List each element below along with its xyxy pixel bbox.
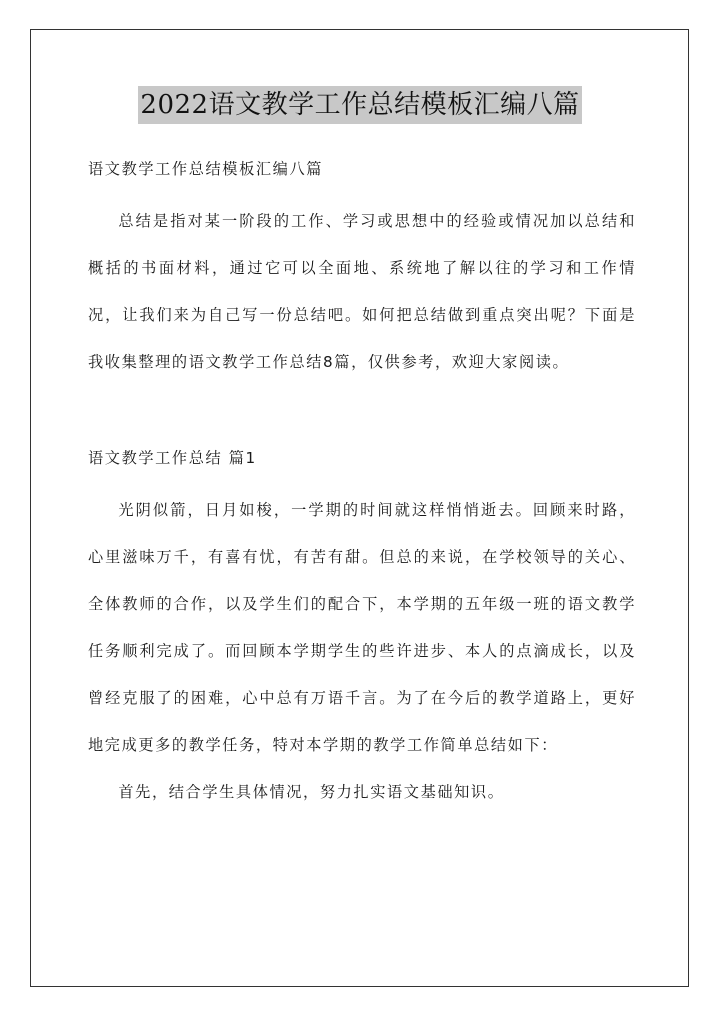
section-heading: 语文教学工作总结 篇1 [88, 449, 257, 467]
subtitle-heading: 语文教学工作总结模板汇编八篇 [88, 160, 324, 178]
document-body [88, 154, 636, 816]
document-title: 2022语文教学工作总结模板汇编八篇 [138, 86, 581, 124]
intro-paragraph: 总结是指对某一阶段的工作、学习或思想中的经验或情况加以总结和概括的书面材料，通过它可以全面地、系统地了解以往的学习和工作情况，让我们来为自己写一份总结吧。如何把总结做到重点突出呢？下面是我收集整理的语文教学工作总结8篇，仅供参考，欢迎大家阅读。 [88, 212, 636, 371]
section-gap [88, 386, 636, 443]
section-paragraph-2: 首先，结合学生具体情况，努力扎实语文基础知识。 [118, 783, 505, 801]
section-paragraph-1: 光阴似箭，日月如梭，一学期的时间就这样悄悄逝去。回顾来时路，心里滋味万千，有喜有忧，有苦有甜。但总的来说，在学校领导的关心、全体教师的合作，以及学生们的配合下，本学期的五年级一班的语文教学任务顺利完成了。而回顾本学期学生的些许进步、本人的点滴成长，以及曾经克服了的困难，心中总有万语千言。为了在今后的教学道路上，更好地完成更多的教学任务，特对本学期的教学工作简单总结如下： [88, 501, 636, 754]
title-area [0, 86, 720, 124]
